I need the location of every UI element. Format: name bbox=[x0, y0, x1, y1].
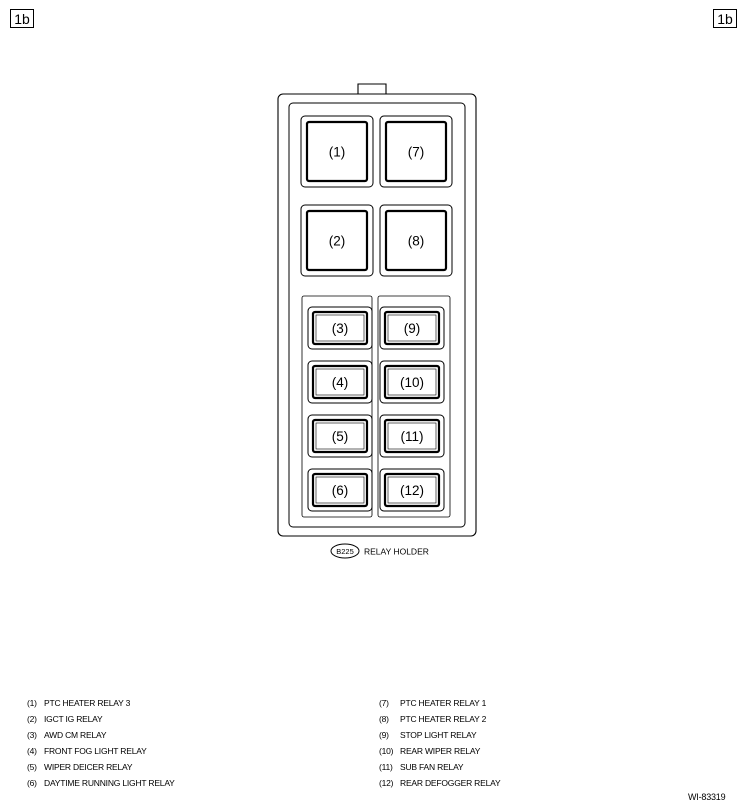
legend-slot-number: (2) bbox=[27, 714, 37, 724]
legend-item bbox=[379, 727, 500, 743]
legend-relay-name: AWD CM RELAY bbox=[44, 730, 107, 740]
relay-slot-label: (12) bbox=[399, 483, 425, 498]
relay-slot bbox=[301, 205, 373, 276]
legend-left bbox=[27, 695, 175, 791]
legend-slot-number: (6) bbox=[27, 778, 37, 788]
legend-relay-name: DAYTIME RUNNING LIGHT RELAY bbox=[44, 778, 175, 788]
relay-slot-label: (4) bbox=[331, 375, 349, 390]
legend-slot-number: (4) bbox=[27, 746, 37, 756]
legend-slot-number: (12) bbox=[379, 778, 394, 788]
relay-slot bbox=[380, 116, 452, 187]
relay-slot-label: (11) bbox=[400, 429, 424, 444]
legend-slot-number: (10) bbox=[379, 746, 394, 756]
legend-slot-number: (7) bbox=[379, 698, 389, 708]
legend-item bbox=[379, 759, 500, 775]
legend-relay-name: PTC HEATER RELAY 2 bbox=[400, 714, 487, 724]
relay-slot-label: (3) bbox=[331, 321, 349, 336]
legend-right bbox=[379, 695, 500, 791]
holder-tab bbox=[358, 84, 386, 94]
legend-slot-number: (8) bbox=[379, 714, 389, 724]
relay-slot bbox=[380, 469, 444, 511]
legend-relay-name: REAR DEFOGGER RELAY bbox=[400, 778, 501, 788]
relay-slot bbox=[380, 205, 452, 276]
relay-slot-label: (10) bbox=[399, 375, 425, 390]
relay-slot-label: (7) bbox=[407, 144, 425, 160]
relay-slot bbox=[308, 361, 372, 403]
legend-relay-name: REAR WIPER RELAY bbox=[400, 746, 481, 756]
legend-item bbox=[379, 743, 500, 759]
legend-item bbox=[27, 695, 175, 711]
legend-item bbox=[379, 711, 500, 727]
connector-name: RELAY HOLDER bbox=[364, 546, 429, 557]
relay-slot bbox=[301, 116, 373, 187]
relay-slot bbox=[380, 307, 444, 349]
legend-relay-name: SUB FAN RELAY bbox=[400, 762, 464, 772]
relay-slot-label: (1) bbox=[328, 144, 346, 160]
legend-slot-number: (11) bbox=[379, 762, 393, 772]
relay-slot bbox=[308, 307, 372, 349]
relay-slot-label: (9) bbox=[403, 321, 421, 336]
legend-item bbox=[27, 727, 175, 743]
relay-slot-label: (8) bbox=[407, 233, 425, 249]
legend-relay-name: PTC HEATER RELAY 3 bbox=[44, 698, 131, 708]
relay-slot-label: (5) bbox=[331, 429, 349, 444]
relay-slot bbox=[308, 415, 372, 457]
legend-relay-name: WIPER DEICER RELAY bbox=[44, 762, 133, 772]
legend-item bbox=[379, 775, 500, 791]
legend-item bbox=[27, 743, 175, 759]
page-tag-left: 1b bbox=[10, 9, 34, 28]
legend-slot-number: (1) bbox=[27, 698, 37, 708]
page-tag-right: 1b bbox=[713, 9, 737, 28]
relay-slot-label: (6) bbox=[331, 483, 349, 498]
legend-slot-number: (9) bbox=[379, 730, 389, 740]
legend-relay-name: IGCT IG RELAY bbox=[44, 714, 103, 724]
relay-slot-label: (2) bbox=[328, 233, 346, 249]
legend-relay-name: STOP LIGHT RELAY bbox=[400, 730, 477, 740]
legend-slot-number: (5) bbox=[27, 762, 37, 772]
legend-item bbox=[379, 695, 500, 711]
legend-item bbox=[27, 759, 175, 775]
legend-item bbox=[27, 711, 175, 727]
legend-item bbox=[27, 775, 175, 791]
figure-id: WI-83319 bbox=[688, 792, 726, 802]
legend-relay-name: FRONT FOG LIGHT RELAY bbox=[44, 746, 147, 756]
legend-relay-name: PTC HEATER RELAY 1 bbox=[400, 698, 487, 708]
relay-slot bbox=[308, 469, 372, 511]
relay-slot bbox=[380, 361, 444, 403]
legend-slot-number: (3) bbox=[27, 730, 37, 740]
connector-id: B225 bbox=[336, 547, 354, 556]
relay-slot bbox=[380, 415, 444, 457]
